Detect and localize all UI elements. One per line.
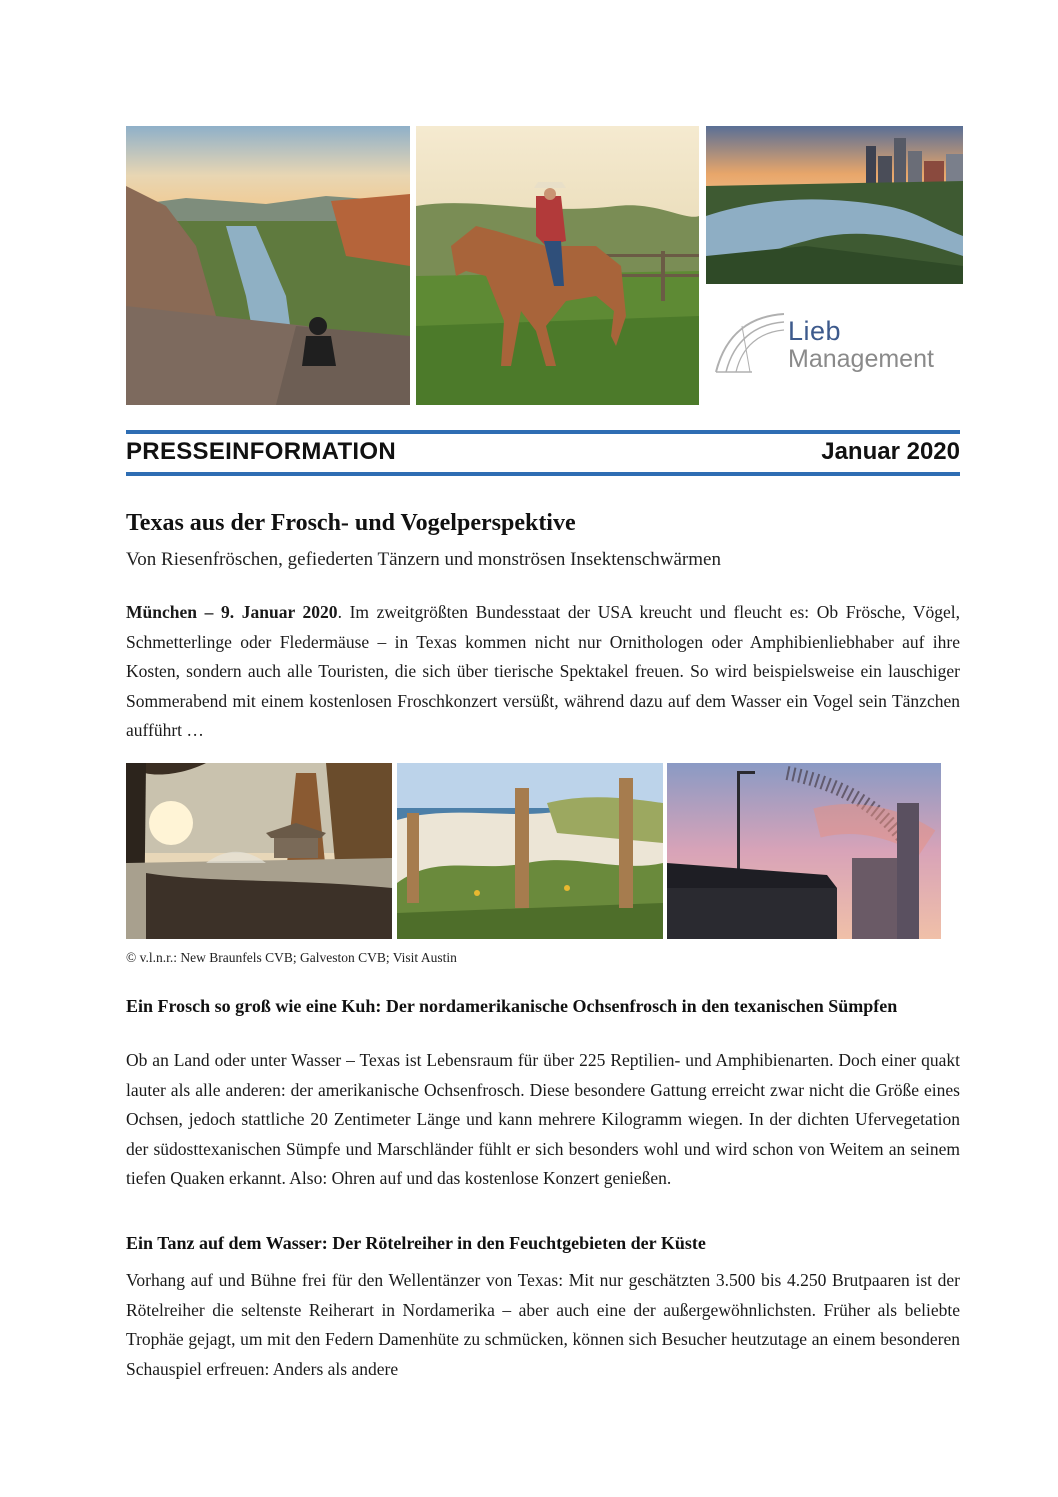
canyon-river-photo [126, 126, 410, 405]
cowboy-horse-photo [416, 126, 699, 405]
article-subtitle: Von Riesenfröschen, gefiederten Tänzern und monströsen Insektenschwärmen [126, 549, 721, 570]
photo-caption: © v.l.n.r.: New Braunfels CVB; Galveston CVB; Visit Austin [126, 950, 457, 965]
lieb-management-logo [712, 312, 962, 382]
header-rule-top [126, 430, 960, 434]
bat-bridge-photo [667, 763, 941, 939]
section2-paragraph: Vorhang auf und Bühne frei für den Wellentänzer von Texas: Mit nur geschätzten 3.500 bis 4.250 Brutpaaren ist der Rötelreiher die seltenste Reiherart in Nordamerika – aber auch eine der außergewöhnlichsten. Früher als beliebte Trophäe gejagt, um mit den Federn Damenhüte zu schmücken, können sich Besucher heutzutage an einem besonderen Schauspiel erfreuen: Anders als andere [126, 1270, 960, 1379]
lead-dateline: München – 9. Januar 2020 [126, 602, 338, 622]
lead-text: . Im zweitgrößten Bundesstaat der USA kreucht und fleucht es: Ob Frösche, Vögel, Schmetterlinge oder Fledermäuse – in Texas kommen nicht nur Ornithologen oder Amphibienliebhaber auf ihre Kosten, sondern auch alle Touristen, die sich über tierische Spektakel freuen. So wird beispielsweise ein lauschiger Sommerabend mit einem kostenlosen Froschkonzert versüßt, während dazu auf dem Wasser ein Vogel sein Tänzchen aufführt … [126, 602, 961, 740]
logo-text-lieb: Lieb [788, 316, 842, 346]
austin-skyline-photo [706, 126, 963, 284]
section1-heading: Ein Frosch so groß wie eine Kuh: Der nordamerikanische Ochsenfrosch in den texanischen Sümpfen [126, 996, 898, 1016]
article-title: Texas aus der Frosch- und Vogelperspektive [126, 510, 576, 536]
lake-gazebo-photo [126, 763, 392, 939]
header-rule-bottom [126, 472, 960, 476]
beach-dunes-photo [397, 763, 663, 939]
logo-arc-icon [712, 312, 792, 382]
lead-paragraph [126, 598, 960, 746]
logo-text-management: Management [788, 345, 934, 373]
press-date: Januar 2020 [821, 438, 960, 465]
section2-heading: Ein Tanz auf dem Wasser: Der Rötelreiher in den Feuchtgebieten der Küste [126, 1233, 706, 1253]
section1-paragraph: Ob an Land oder unter Wasser – Texas ist Lebensraum für über 225 Reptilien- und Amphibienarten. Doch einer quakt lauter als alle anderen: der amerikanische Ochsenfrosch. Diese besondere Gattung erreicht zwar nicht die Größe eines Ochsen, jedoch stattliche 20 Zentimeter Länge und kann mehrere Kilogramm wiegen. In der dichten Ufervegetation der südosttexanischen Sümpfe und Marschländer fühlt er sich besonders wohl und wird schon von Weitem an seinem tiefen Quaken erkannt. Also: Ohren auf und das kostenlose Konzert genießen. [126, 1050, 960, 1188]
press-label: PRESSEINFORMATION [126, 438, 397, 465]
